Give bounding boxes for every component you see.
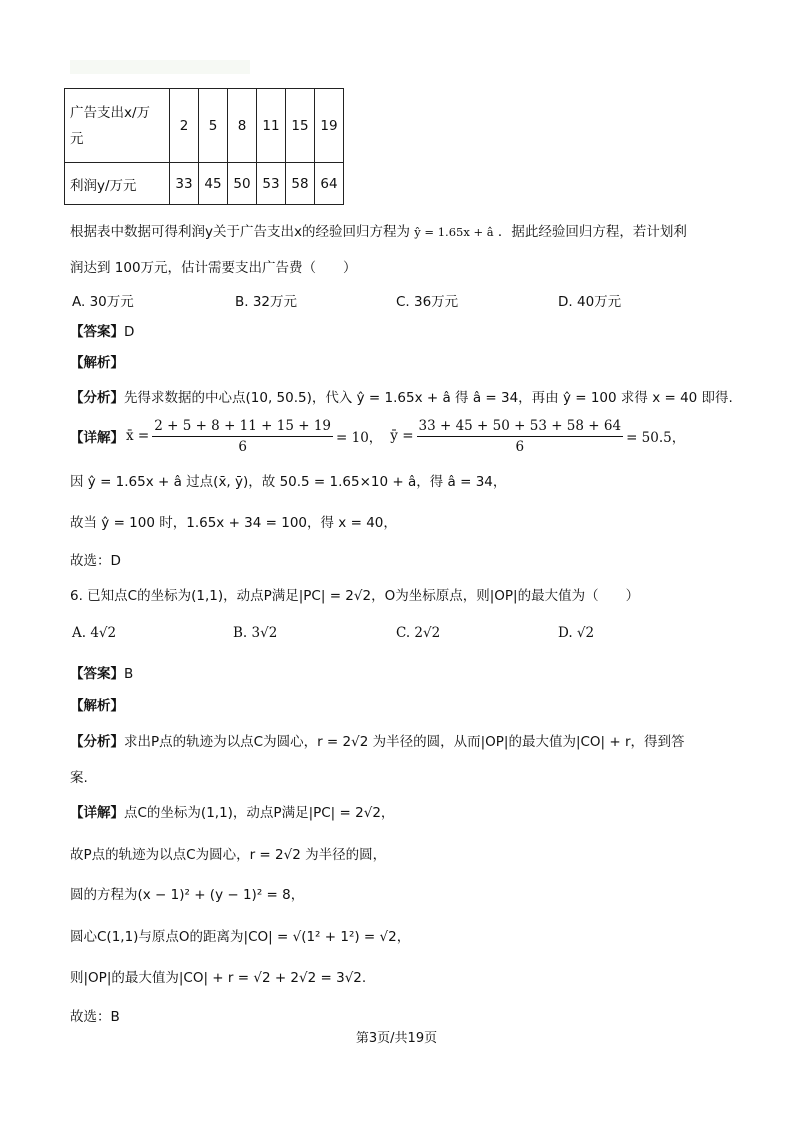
q6-detail-3: 圆的方程为(x − 1)² + (y − 1)² = 8， bbox=[70, 887, 305, 903]
q6-choose: 故选：B bbox=[70, 1009, 120, 1025]
detail-tag: 【详解】 bbox=[70, 805, 124, 821]
q5-option-b: B. 32万元 bbox=[235, 294, 298, 310]
xbar-label: x̄ = bbox=[126, 428, 150, 444]
cell-y: 58 bbox=[286, 163, 315, 205]
q5-detail-means bbox=[70, 414, 685, 458]
q6-option-d: D. √2 bbox=[558, 625, 595, 641]
cell-y: 53 bbox=[257, 163, 286, 205]
q5-stem-line2: 润达到 100万元，估计需要支出广告费（ ） bbox=[70, 260, 357, 276]
xbar-result: = 10， bbox=[336, 430, 383, 446]
q6-option-a: A. 4√2 bbox=[72, 625, 117, 641]
q6-option-c: C. 2√2 bbox=[396, 625, 441, 641]
q5-stem-text2: ．据此经验回归方程，若计划利 bbox=[497, 224, 687, 240]
cell-y: 33 bbox=[170, 163, 199, 205]
q6-detail-1 bbox=[70, 801, 394, 821]
table-header-y: 利润y/万元 bbox=[65, 163, 170, 205]
q5-analysis-tag: 【解析】 bbox=[70, 355, 124, 371]
q6-fenxi-cont: 案. bbox=[70, 770, 88, 786]
q5-option-a: A. 30万元 bbox=[72, 294, 134, 310]
fenxi-text: 先得求数据的中心点(10, 50.5)，代入 ŷ = 1.65x + â 得 â = 34，再由 ŷ = 100 求得 x = 40 即得. bbox=[124, 390, 733, 406]
ybar-fraction bbox=[417, 418, 624, 455]
header-x-line1: 广告支出x/万 bbox=[70, 104, 151, 121]
answer-tag: 【答案】 bbox=[70, 666, 124, 682]
q5-stem-text1: 根据表中数据可得利润y关于广告支出x的经验回归方程为 bbox=[70, 224, 410, 240]
q5-option-d: D. 40万元 bbox=[558, 294, 622, 310]
cell-x: 19 bbox=[315, 89, 344, 163]
cell-y: 64 bbox=[315, 163, 344, 205]
q5-fenxi bbox=[70, 386, 733, 406]
fenxi-tag: 【分析】 bbox=[70, 734, 124, 750]
xbar-denominator: 6 bbox=[238, 438, 247, 455]
q5-choose: 故选：D bbox=[70, 553, 121, 569]
q6-answer bbox=[70, 662, 133, 682]
answer-value: B bbox=[124, 666, 134, 682]
detail-text: 点C的坐标为(1,1)，动点P满足|PC| = 2√2， bbox=[124, 805, 395, 821]
cell-y: 45 bbox=[199, 163, 228, 205]
cell-y: 50 bbox=[228, 163, 257, 205]
faint-smudge bbox=[70, 60, 250, 74]
q5-equation: ŷ = 1.65x + â bbox=[414, 225, 494, 239]
fenxi-text: 求出P点的轨迹为以点C为圆心，r = 2√2 为半径的圆，从而|OP|的最大值为|CO| + r，得到答 bbox=[124, 734, 685, 750]
answer-value: D bbox=[124, 324, 135, 340]
q6-option-b: B. 3√2 bbox=[233, 625, 278, 641]
header-x-line2: 元 bbox=[70, 130, 84, 147]
answer-tag: 【答案】 bbox=[70, 324, 124, 340]
ybar-label: ȳ = bbox=[390, 428, 414, 444]
q5-answer bbox=[70, 320, 134, 340]
q6-detail-2: 故P点的轨迹为以点C为圆心，r = 2√2 为半径的圆， bbox=[70, 847, 387, 863]
page-footer: 第3页/共19页 bbox=[355, 1031, 438, 1046]
q6-detail-4: 圆心C(1,1)与原点O的距离为|CO| = √(1² + 1²) = √2， bbox=[70, 929, 411, 945]
data-table bbox=[64, 88, 344, 205]
q6-stem: 6. 已知点C的坐标为(1,1)，动点P满足|PC| = 2√2，O为坐标原点，则|OP|的最大值为（ ） bbox=[70, 588, 640, 604]
q5-option-c: C. 36万元 bbox=[396, 294, 459, 310]
xbar-fraction bbox=[152, 418, 333, 455]
q6-detail-5: 则|OP|的最大值为|CO| + r = √2 + 2√2 = 3√2. bbox=[70, 970, 367, 986]
cell-x: 15 bbox=[286, 89, 315, 163]
cell-x: 5 bbox=[199, 89, 228, 163]
fenxi-tag: 【分析】 bbox=[70, 390, 124, 406]
table-header-x bbox=[65, 89, 170, 163]
q6-analysis-tag: 【解析】 bbox=[70, 698, 124, 714]
xbar-numerator: 2 + 5 + 8 + 11 + 15 + 19 bbox=[152, 418, 333, 437]
q5-stem-line1 bbox=[70, 220, 687, 240]
q6-fenxi bbox=[70, 730, 685, 750]
cell-x: 2 bbox=[170, 89, 199, 163]
cell-x: 11 bbox=[257, 89, 286, 163]
ybar-numerator: 33 + 45 + 50 + 53 + 58 + 64 bbox=[417, 418, 624, 437]
q5-detail-line2: 因 ŷ = 1.65x + â 过点(x̄, ȳ)，故 50.5 = 1.65×10 + â，得 â = 34， bbox=[70, 474, 507, 490]
q5-detail-line3: 故当 ŷ = 100 时，1.65x + 34 = 100，得 x = 40， bbox=[70, 515, 397, 531]
ybar-result: = 50.5， bbox=[626, 430, 686, 446]
cell-x: 8 bbox=[228, 89, 257, 163]
ybar-denominator: 6 bbox=[515, 438, 525, 455]
detail-tag: 【详解】 bbox=[70, 430, 124, 446]
